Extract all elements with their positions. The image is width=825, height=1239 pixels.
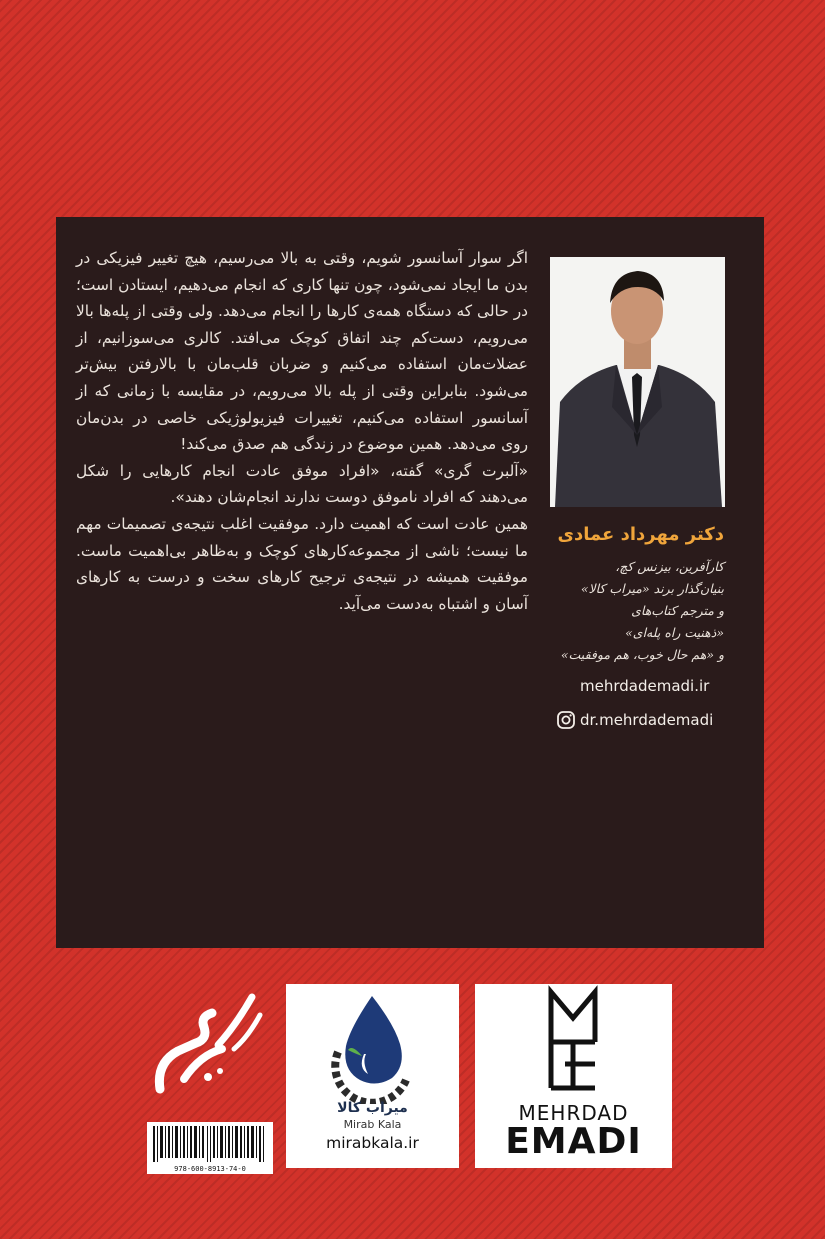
back-cover-panel: [56, 217, 764, 948]
instagram-handle-row: [556, 705, 713, 735]
me-monogram-icon: [475, 984, 672, 1096]
barcode-icon: [147, 1122, 273, 1164]
mirab-kala-english-name: Mirab Kala: [343, 1118, 402, 1131]
blurb-paragraph-2: «آلبرت گری» گفته، «افراد موفق عادت انجام کارهایی را شکل می‌دهند که افراد ناموفق دوست ندارند انجام‌شان دهند».: [76, 461, 528, 507]
publisher-logo-icon: [148, 985, 268, 1105]
bio-line: و «هم حال خوب، هم موفقیت»: [560, 647, 724, 662]
bio-line: کارآفرین، بیزنس کچ،: [615, 559, 724, 574]
isbn-number: 978-600-8913-74-0: [174, 1165, 246, 1173]
drop-gear-logo-icon: [286, 984, 459, 1104]
author-name: دکتر مهرداد عمادی: [557, 524, 724, 545]
mirab-kala-logo: [286, 984, 459, 1168]
mirab-kala-persian-name: میراب کالا: [337, 1100, 408, 1116]
author-website: mehrdademadi.ir: [580, 677, 710, 695]
mehrdad-emadi-first-name: MEHRDAD: [518, 1101, 629, 1125]
bio-line: بنیان‌گذار برند «میراب کالا»: [580, 581, 724, 596]
mirab-kala-website: mirabkala.ir: [326, 1134, 419, 1152]
blurb-paragraph-1: اگر سوار آسانسور شویم، وقتی به بالا می‌رسیم، هیچ تغییر فیزیکی در بدن ما ایجاد نمی‌شود، چون تنها کاری که انجام می‌دهیم، ایستادن است؛ در حالی که دستگاه همه‌ی کارها را انجام می‌دهد. ولی وقتی از پله‌ها بالا می‌رویم، دست‌کم چند اتفاق کوچک می‌افتد. کالری می‌سوزانیم، از عضلات‌مان استفاده می‌کنیم و ضربان قلب‌مان با بالارفتن بیش‌تر می‌شود. بنابراین وقتی از پله بالا می‌رویم، در مقایسه با زمانی که از آسانسور استفاده می‌کنیم، تغییرات فیزیولوژیکی خاصی در بدن‌مان روی می‌دهد. همین موضوع در زندگی هم صدق می‌کند!: [76, 249, 528, 454]
isbn-barcode: [147, 1122, 273, 1174]
bio-line: و مترجم کتاب‌های: [631, 603, 724, 618]
instagram-icon: [556, 710, 576, 730]
author-portrait-icon: [550, 257, 725, 507]
publisher-logo: [148, 985, 268, 1105]
blurb-paragraph-3: همین عادت است که اهمیت دارد. موفقیت اغلب نتیجه‌ی تصمیمات مهم ما نیست؛ ناشی از مجموعه‌کارهای کوچک و به‌ظاهر بی‌اهمیت ماست. موفقیت همیشه در نتیجه‌ی ترجیح کارهای سخت و درست به کارهای آسان و اشتباه به‌دست می‌آید.: [76, 514, 528, 613]
mehrdad-emadi-last-name: EMADI: [505, 1121, 642, 1162]
blurb-text: [76, 245, 528, 617]
author-bio: [494, 556, 724, 666]
bio-line: «ذهنیت راه پله‌ای»: [625, 625, 724, 640]
mehrdad-emadi-logo: [475, 984, 672, 1168]
author-photo: [550, 257, 725, 507]
instagram-handle: dr.mehrdademadi: [580, 711, 714, 729]
